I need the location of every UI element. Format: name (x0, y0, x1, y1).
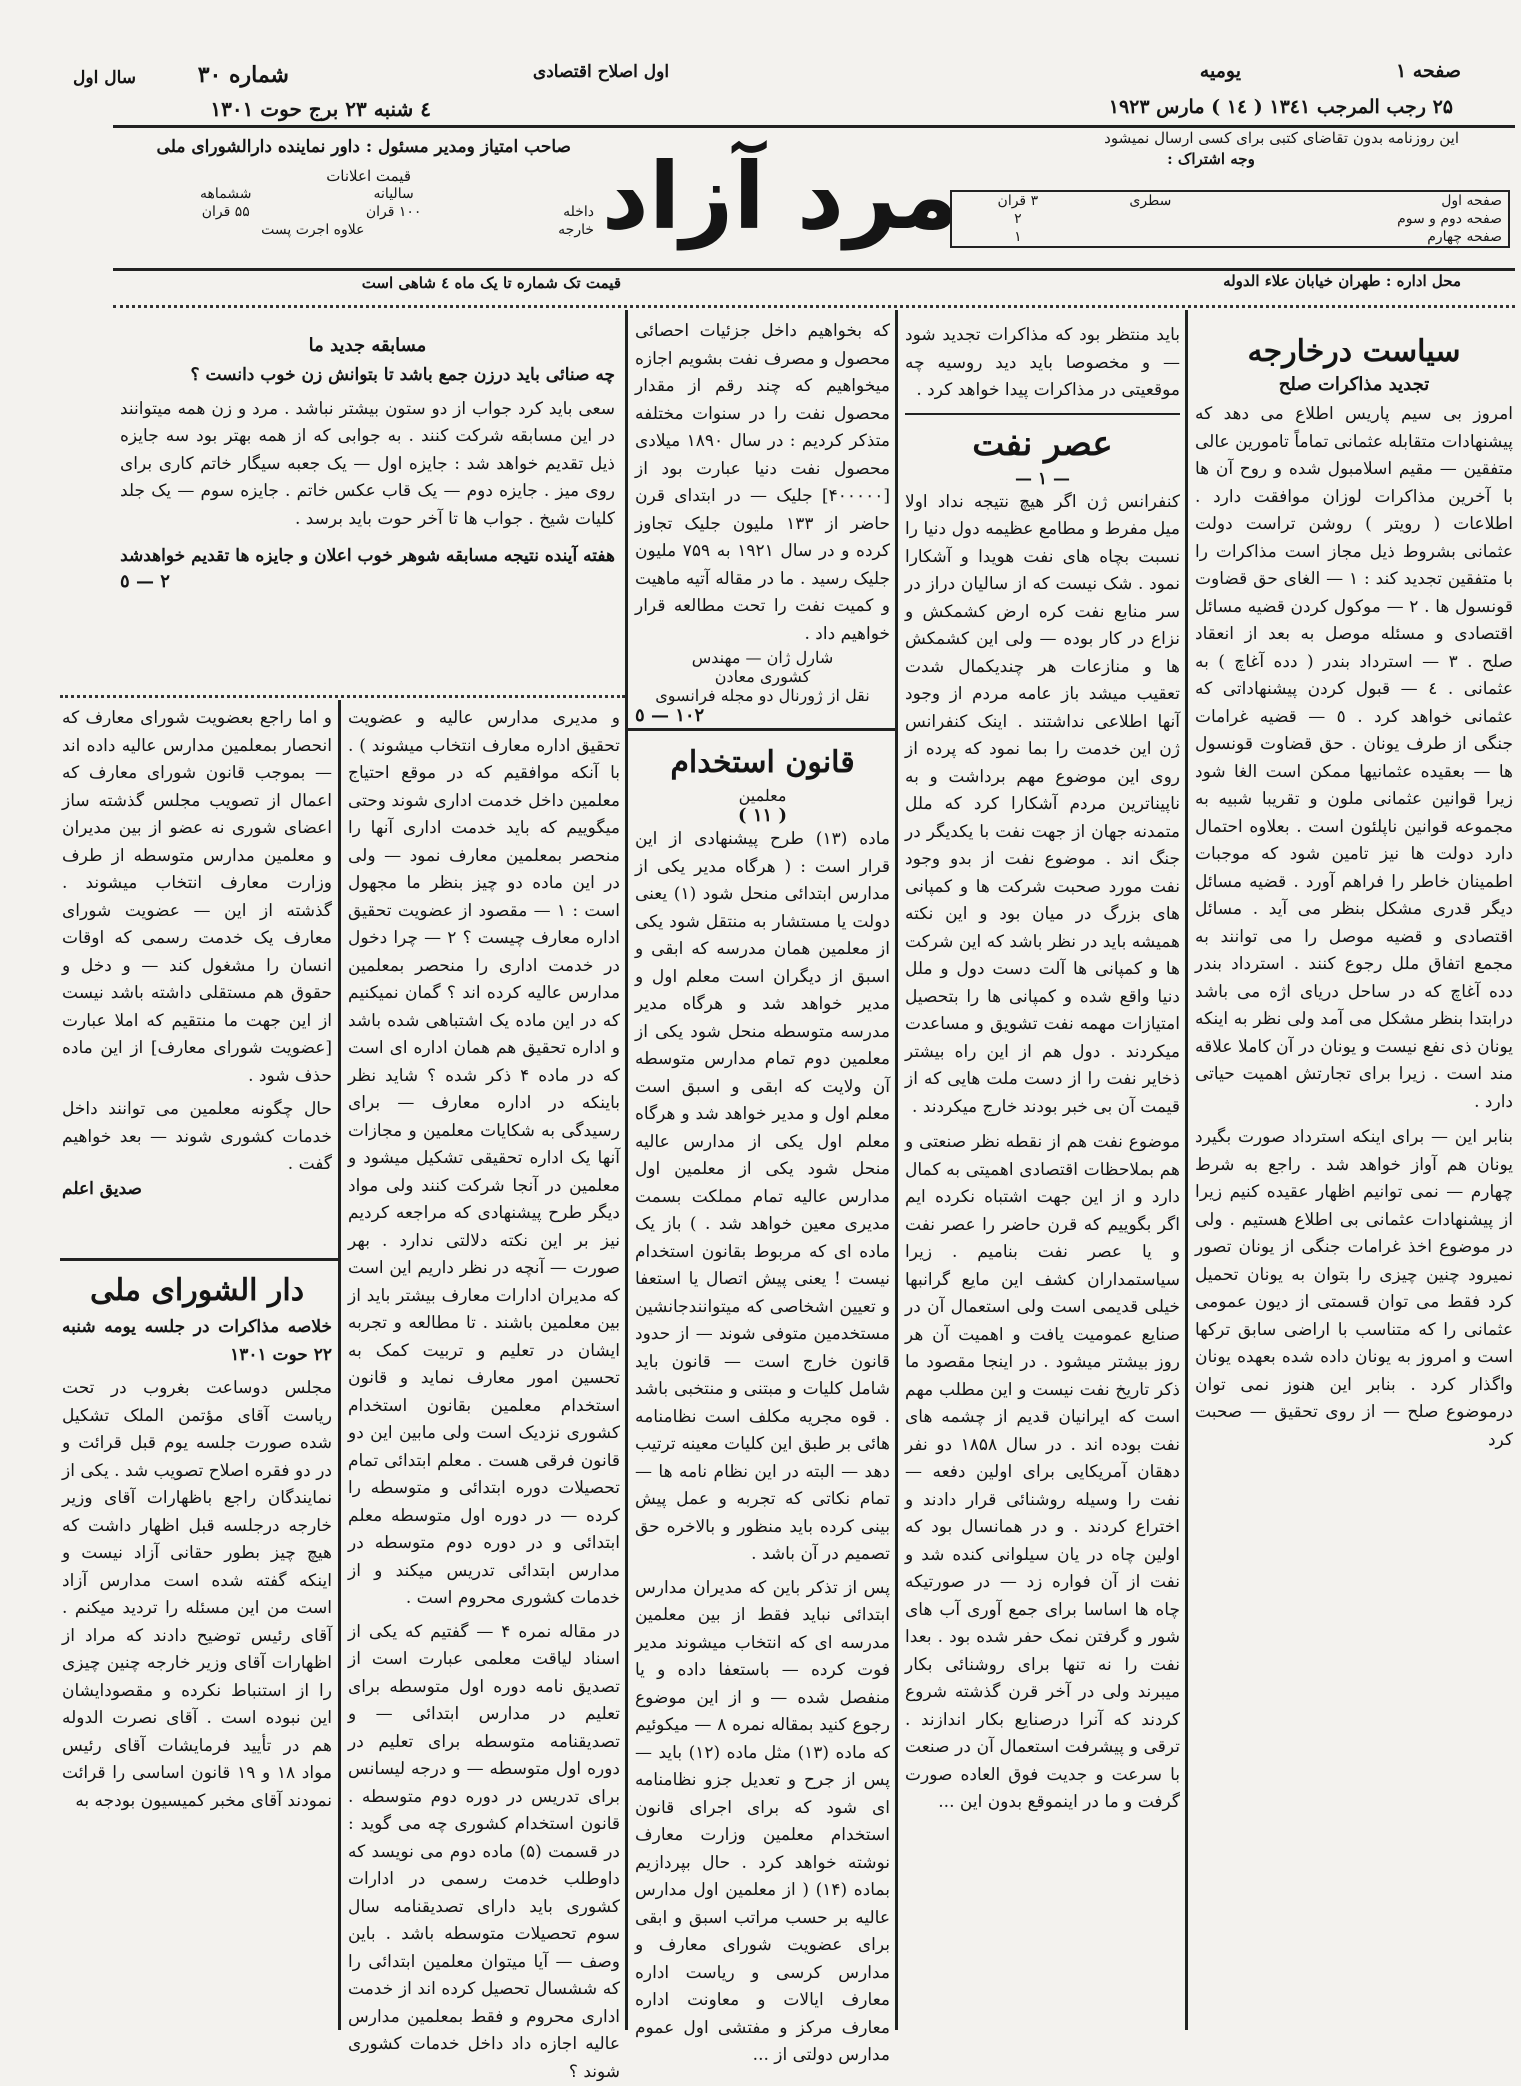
foreign-body: امروز بی سیم پاریس اطلاع می دهد که پیشنهادات متقابله عثمانی تماماً تامورین عالی متفقین — مقیم اسلامبول شده و روح آن ها با آخرین مذاکرات لوزان موافقت دارد . اطلاعات ( رویتر ) روشن تراست دولت عثمانی بشروط ذیل مجاز است مذاکرات را با متفقین تجدید کند : ۱ — الغای حق قضاوت قونسول ها . ۲ — موکول کردن قضیه مسائل اقتصادی و مسئله موصل به بعد از انعقاد صلح . ۳ — استرداد بندر ( دده آغاچ ) به عثمانی . ٤ — قبول کردن پیشنهاداتی که عثمانی خواهد کرد . ٥ — قضیه غرامات جنگی از طرف یونان . حق قضاوت قونسول ها — بعقیده عثمانیها ممکن است الغا شود زیرا قوانین عثمانی ملون و تقریبا شبیه به مجموعه قوانین ناپلئون است . بعلاوه احتمال دارد دولت ها نیز تامین شود که موجبات اطمینان خاطر را فراهم آورد . قضیه مسائل دیگر قدری مشکل بنظر می آید . مسائل اقتصادی و قضیه موصل را می توانند به مجمع اتفاق ملل رجوع کنند . استرداد بندر دده آغاچ که در ساحل دریای اژه می باشد درابتدا بنظر مشکل می آمد ولی نظر به اینکه یونان ذی نفع نیست و یونان در آن کاملا علاقه مند است . زیرا برای تجارتش اهمیت حیاتی دارد . (1195, 401, 1513, 1116)
council-body: و اما راجع بعضویت شورای معارف که انحصار بمعلمین مدارس عالیه داده اند — بموجب قانون شورای معارف که اعمال از تصویب مجلس گذشته ساز اعضای شوری نه عضو از بین مدیران و معلمین مدارس متوسطه از طرف وزارت معارف انتخاب میشوند . گذشته از این — عضویت شورای معارف یک خدمت رسمی که اوقات انسان را مشغول کند — و دخل و حقوق هم مستقلی داشته باشد نیست از این جهت ما منتقیم که املا عبارت [عضویت شورای معارف] از این ماده حذف شود . (62, 705, 332, 1090)
law-body-2: پس از تذکر باین که مدیران مدارس ابتدائی نباید فقط از بین معلمین مدرسه ای که انتخاب میشوند مدیر فوت کرده — باستعفا داده و یا منفصل شده — و از این موضوع رجوع کنید بمقاله نمره ۸ — میکوئیم که ماده (۱۳) مثل ماده (۱۲) باید — پس از جرح و تعدیل جزو نظامنامه ای شود که برای اجرای قانون استخدام معلمین وزارت معارف نوشته خواهد کرد . حال بپردازیم بماده (۱۴) ( از معلمین اول مدارس عالیه بر حسب مراتب اسبق و ابقی برای عضویت شورای معارف و مدارس کرسی و ریاست اداره معارف ایالات و معاونت اداره معارف مرکز و مفتشی اول عموم مدارس دولتی از ... (635, 1575, 890, 2070)
sub-inside-half: ۵۵ قران (145, 203, 307, 221)
council-sign: صدیق اعلم (62, 1179, 332, 1199)
page-number: صفحه ۱ (1331, 60, 1461, 82)
oil-tail-body: که بخواهیم داخل جزئیات احصائی محصول و مصرف نفت بشویم اجازه میخواهیم که چند رقم از مقدار محصول نفت را در سنوات مختلفه متذکر کردیم : در سال ۱۸۹۰ میلادی محصول نفت دنیا عبارت بود از [۴۰۰۰۰۰] جلیک — در ابتدای قرن حاضر از ۱۳۳ ملیون جلیک تجاوز کرده و در سال ۱۹۲۱ به ۷۵۹ ملیون جلیک رسید . ما در مقاله آتیه ماهیت و کمیت نفت را تحت مطالعه قرار خواهیم داد . (635, 318, 890, 648)
contest-result: هفته آینده نتیجه مسابقه شوهر خوب اعلان و جایزه ها تقدیم خواهدشد (120, 543, 615, 571)
law-number: ( ۱۱ ) (635, 805, 890, 826)
oil-tail-source: نقل از ژورنال دو مجله فرانسوی (635, 686, 890, 705)
ads-row2-label: صفحه دوم و سوم (1217, 210, 1509, 228)
oil-tail-sign: ۱۰۲ — ٥ (635, 705, 890, 726)
ads-heading: قیمت اعلانات (111, 167, 411, 185)
oil-tail-rule (628, 728, 895, 731)
oil-tail-author: شارل ژان — مهندس (635, 648, 890, 667)
ads-row1-label: صفحه اول (1217, 191, 1509, 210)
parliament-body: مجلس دوساعت بغروب در تحت ریاست آقای مؤتمن الملک تشکیل شده صورت جلسه یوم قبل قرائت و در دو فقره اصلاح تصویب شد . یکی از نمایندگان راجع باظهارات آقای وزیر خارجه درجلسه قبل اظهار داشت که هیچ چیز بطور حقانی آزاد نیست و اینکه گفته شده است مدارس آزاد است من این مسئله را تردید میکنم . آقای رئیس توضیح دادند که مراد از اظهارات آقای وزیر خارجه چنین چیزی را از استنباط نکرده و مقصودایشان این نبوده است . آقای نصرت الدوله هم در تأیید فرمایشات آقای رئیس مواد ۱۸ و ۱۹ قانون اساسی را قرائت نمودند آقای مخبر کمیسیون بودجه به (62, 1375, 332, 1815)
foreign-heading: سیاست درخارجه (1195, 330, 1513, 374)
foreign-policy-article (1195, 330, 1513, 1454)
masthead-lower-rule (113, 268, 1515, 271)
council-rule (60, 1258, 338, 1261)
price-note: قیمت تک شماره تا یک ماه ٤ شاهی است (101, 274, 621, 292)
year-label: سال اول (16, 68, 136, 88)
column-rule-3 (625, 310, 628, 2030)
hijri-date: ۲۵ رجب المرجب ۱۳٤۱ ( ۱٤ ) مارس ۱۹۲۳ (933, 96, 1453, 118)
ads-price-table (950, 190, 1510, 248)
notice-text: این روزنامه بدون تقاضای کتبی برای کسی ارسال نمیشود (939, 127, 1459, 149)
teachers-article (348, 705, 620, 2086)
newspaper-title: مرد آزاد (600, 142, 960, 252)
oil-body: کنفرانس ژن اگر هیچ نتیجه نداد اولا میل مفرط و مطامع عظیمه دول دنیا را نسبت بچاه های نفت هویدا و آشکارا نمود . شک نیست که از سالیان دراز در سر منابع نفت کره ارض کشمکش و نزاع در کار بوده — ولی این کشمکش ها و منازعات هر چندیکمال شدت تعقیب میشد باز عامه مردم از وجود آنها اطلاعی نداشتند . اینک کنفرانس ژن این خدمت را بما نمود که پرده از روی این موضوع مهم برداشت و به ناپیناترین مردم آشکارا کرد که ملل متمدنه جهان از جهت نفت با یکدیگر در جنگ اند . موضوع نفت از بدو وجود نفت مورد صحبت شرکت ها و کمپانی های بزرگ در میان بود و این نکته همیشه باید در نظر باشد که این شرکت ها و کمپانی ها آلت دست دول و ملل دنیا واقع شده و کمپانی ها را بتحصیل امتیازات مهمه نفت تشویق و مساعدت میکردند . دول هم از این راه بیشتر ذخایر نفت را از دست ملت هایی که از قیمت آن بی خبر بودند خارج میکردند . (905, 489, 1180, 1122)
parliament-intro: خلاصه مذاکرات در جلسه یومه شنبه ۲۲ حوت ۱۳۰۱ (62, 1314, 332, 1369)
law-article (635, 740, 890, 2070)
daily-label: یومیه (1121, 60, 1241, 82)
owner-line: صاحب امتیاز ومدیر مسئول : داور نماینده دارالشورای ملی (51, 137, 571, 157)
ads-row1-value: ۳ قران (951, 191, 1084, 210)
council-body-2: حال چگونه معلمین می توانند داخل خدمات کشوری شوند — بعد خواهیم گفت . (62, 1096, 332, 1179)
law-body: ماده (۱۳) طرح پیشنهادی از این قرار است : ( هرگاه مدیر یکی از مدارس ابتدائی منحل شود (۱) یعنی دولت یا مستشار به منتقل شود یکی از معلمین همان مدرسه که ابقی و اسبق از دیگران است معلم اول و مدیر خواهد شد و هرگاه مدیر مدرسه متوسطه منحل شود یکی از معلمین دوم تمام مدارس متوسطه آن ولایت که ابقی و اسبق است معلم اول و مدیر خواهد شد و هرگاه معلم اول یکی از مدارس عالیه منحل شود یکی از معلمین اول مدارس عالیه تمام مملکت بسمت مدیری معین خواهد شد . ) باز یک ماده ای که مربوط بقانون استخدام نیست ! یعنی پیش اتصال یا استعفا و تعیین اشخاصی که میتوانندجانشین مستخدمین متوفی شوند — از حدود قانون خارج است — قانون باید شامل کلیات و مبتنی و منتخبی باشد . قوه مجریه مکلف است نظامنامه هائی بر طبق این کلیات معینه ترتیب دهد — البته در این نظام نامه ها — تمام نکاتی که تجربه و عمل پیش بینی کرده باید منظور و بالاخره حق تصمیم در آن باشد . (635, 826, 890, 1569)
office-address: محل اداره : طهران خیابان علاء الدوله (841, 272, 1461, 290)
column-rule-4 (338, 700, 341, 2030)
ads-col-line: سطری (1084, 191, 1217, 210)
parliament-article (62, 1268, 332, 1815)
contest-question: چه صنائی باید درزن جمع باشد تا بتوانش زن خوب دانست ؟ (120, 362, 615, 390)
council-article (62, 705, 332, 1199)
contest-article (120, 335, 615, 592)
sub-row-inside: داخله (481, 203, 595, 221)
column-rule-2 (895, 310, 898, 2030)
teachers-body: و مدیری مدارس عالیه و عضویت تحقیق اداره معارف انتخاب میشوند ) . با آنکه موافقیم که در موقع احتیاج معلمین داخل خدمت اداری شوند وحتی میگوییم که باید خدمت اداری آنها را منحصر بمعلمین معارف نمود — ولی در این ماده دو چیز بنظر ما مجهول است : ۱ — مقصود از عضویت تحقیق اداره معارف چیست ؟ ۲ — چرا دخول در خدمت اداری را منحصر بمعلمین مدارس عالیه کرده اند ؟ گمان نمیکنیم که در این ماده یک اشتباهی شده باشد و اداره تحقیق هم همان اداره ای است که در ماده ۴ ذکر شده ؟ شاید نظر باینکه در اداره معارف — برای رسیدگی به شکایات معلمین و مجازات آنها یک اداره تحقیقی تشکیل میشود و معلمین در آنجا شرکت کنند ولی مواد دیگر طرح پیشنهادی که مراجعه کردیم نیز بر این نکته دلالتی ندارد . بهر صورت — آنچه در نظر داریم این است که مدیران ادارات معارف بیشتر باید از بین معلمین باشند . تا مطالعه و تجربه ایشان در تعلیم و تربیت کمک به تحسین امور معارف نماید و قانون استخدام معلمین بقانون استخدام کشوری نزدیک است ولی مابین این دو قانون فرقی هست . معلم ابتدائی تمام تحصیلات دوره ابتدائی و متوسطه را کرده — در دوره اول متوسطه معلم ابتدائی و در دوره دوم متوسطه در مدارس ابتدائی تدریس میکند و از خدمات کشوری محروم است . (348, 705, 620, 1613)
oil-intro: باید منتظر بود که مذاکرات تجدید شود — و مخصوصا باید دید روسیه چه موقعیتی در مذاکرات پیدا خواهد کرد . (905, 322, 1180, 405)
masthead-dotted-rule (113, 305, 1515, 308)
sub-col-year: سالیانه (307, 185, 481, 203)
subscription-heading: وجه اشتراک : (1041, 150, 1381, 168)
ads-row3-value: ۱ (951, 228, 1084, 247)
oil-part: — ۱ — (905, 469, 1180, 489)
oil-heading: عصر نفت (905, 419, 1180, 469)
column-rule-1 (1185, 310, 1188, 2030)
sub-col-half: ششماهه (145, 185, 307, 203)
foreign-subheading: تجدید مذاکرات صلح (1195, 374, 1513, 395)
parliament-heading: دار الشوراى ملى (62, 1268, 332, 1314)
contest-body: سعی باید کرد جواب از دو ستون بیشتر نباشد . مرد و زن همه میتوانند در این مسابقه شرکت کنند . به جوابی که از همه بهتر بود سه جایزه ذیل تقدیم خواهد شد : جایزه اول — یک جعبه سیگار خاتم کاری برای روی میز . جایزه دوم — یک قاب عکس خاتم . جایزه سوم — یک جلد کلیات شیخ . جواب ها تا آخر حوت باید برسد . (120, 396, 615, 534)
law-heading: قانون استخدام (635, 740, 890, 786)
foreign-body-2: بنابر این — برای اینکه استرداد صورت بگیرد یونان هم آواز خواهد شد . راجع به شرط چهارم — نمی توانیم اظهار عقیده کنیم زیرا از پیشنهادات عثمانی بی اطلاع هستیم . ولی در موضوع اخذ غرامات جنگی از یونان تصور نمیرود چنین چیزی را بتوان به یونان تحمیل کرد فقط می توان قسمتی از دیون عمومی عثمانی را که متناسب با اراضی سابق ترکها است و امروز به یونان داده شده بعهده یونان واگذار کرد . بنابر این هنوز نمی توان درموضوع صلح — از روی تحقیق — صحبت کرد (1195, 1124, 1513, 1454)
issue-number: شماره ۳۰ (149, 62, 289, 88)
sub-inside-year: ۱۰۰ قران (307, 203, 481, 221)
teachers-body-2: در مقاله نمره ۴ — گفتیم که یکی از اسناد لیاقت معلمی عبارت است از تصدیق نامه دوره اول متوسطه برای تعلیم در مدارس ابتدائی — و تصدیقنامه متوسطه برای تعلیم در دوره اول متوسطه — و درجه لیسانس برای تدریس در دوره دوم متوسطه . قانون استخدام کشوری چه می گوید : در قسمت (۵) ماده دوم می نویسد که داوطلب خدمت رسمی در ادارات کشوری باید دارای تصدیقنامه سال سوم تحصیلات متوسطه باشد . باین وصف — آیا میتوان معلمین ابتدائی را که ششسال تحصیل کرده اند از خدمت اداری محروم و فقط بمعلمین مدارس عالیه اجازه داد داخل خدمات کشوری شوند ؟ (348, 1619, 620, 2086)
subscription-table (145, 185, 595, 239)
contest-dotted-rule (60, 695, 625, 698)
persian-date: ٤ شنبه ۲۳ برج حوت ۱۳۰۱ (51, 97, 431, 121)
ads-row2-value: ۲ (951, 210, 1084, 228)
law-subheading: معلمین (635, 786, 890, 805)
oil-continuation (635, 318, 890, 726)
ads-row3-label: صفحه چهارم (1217, 228, 1509, 247)
oil-article (905, 322, 1180, 1817)
oil-tail-author-2: کشوری معادن (635, 667, 890, 686)
contest-heading: مسابقه جدید ما (120, 335, 615, 356)
sub-row-outside: خارجه (481, 221, 595, 239)
sub-outside-note: علاوه اجرت پست (145, 221, 481, 239)
oil-body-2: موضوع نفت هم از نقطه نظر صنعتی و هم بملاحظات اقتصادی اهمیتی به کمال دارد و از این جهت اشتباه نکرده ایم اگر بگوییم که قرن حاضر را عصر نفت و یا عصر نفت بنامیم . زیرا سیاستمداران کشف این مایع گرانبها خیلی قدیمی است ولی استعمال آن در صنایع عمومیت یافت و اهمیت آن هر روز بیشتر میشود . در اینجا مقصود ما ذکر تاریخ نفت نیست و این مطلب مهم است که ایرانیان قدیم از چشمه های نفت بوده اند . در سال ۱۸۵۸ دو نفر دهقان آمریکایی برای اولین دفعه — نفت را وسیله روشنائی قرار دادند و اختراع کردند . و در همانسال بود که اولین چاه در یان سیلوانی کنده شد و نفت از آن فواره زد — در صورتیکه چاه ها اساسا برای جمع آوری آب های شور و گرفتن نمک حفر شده بود . بعدا نفت را نه تنها برای روشنائی بکار میبرند ولی در آخر قرن گذشته شروع کردند که آنرا درصنایع بکار اندازند . ترقی و پیشرفت استعمال آن در صنعت با سرعت و جدیت فوق العاده صورت گرفت و ما در اینموقع بدون این ... (905, 1129, 1180, 1817)
top-center-motto: اول اصلاح اقتصادی (471, 62, 731, 82)
contest-sign: ۲ — ٥ (120, 571, 615, 592)
